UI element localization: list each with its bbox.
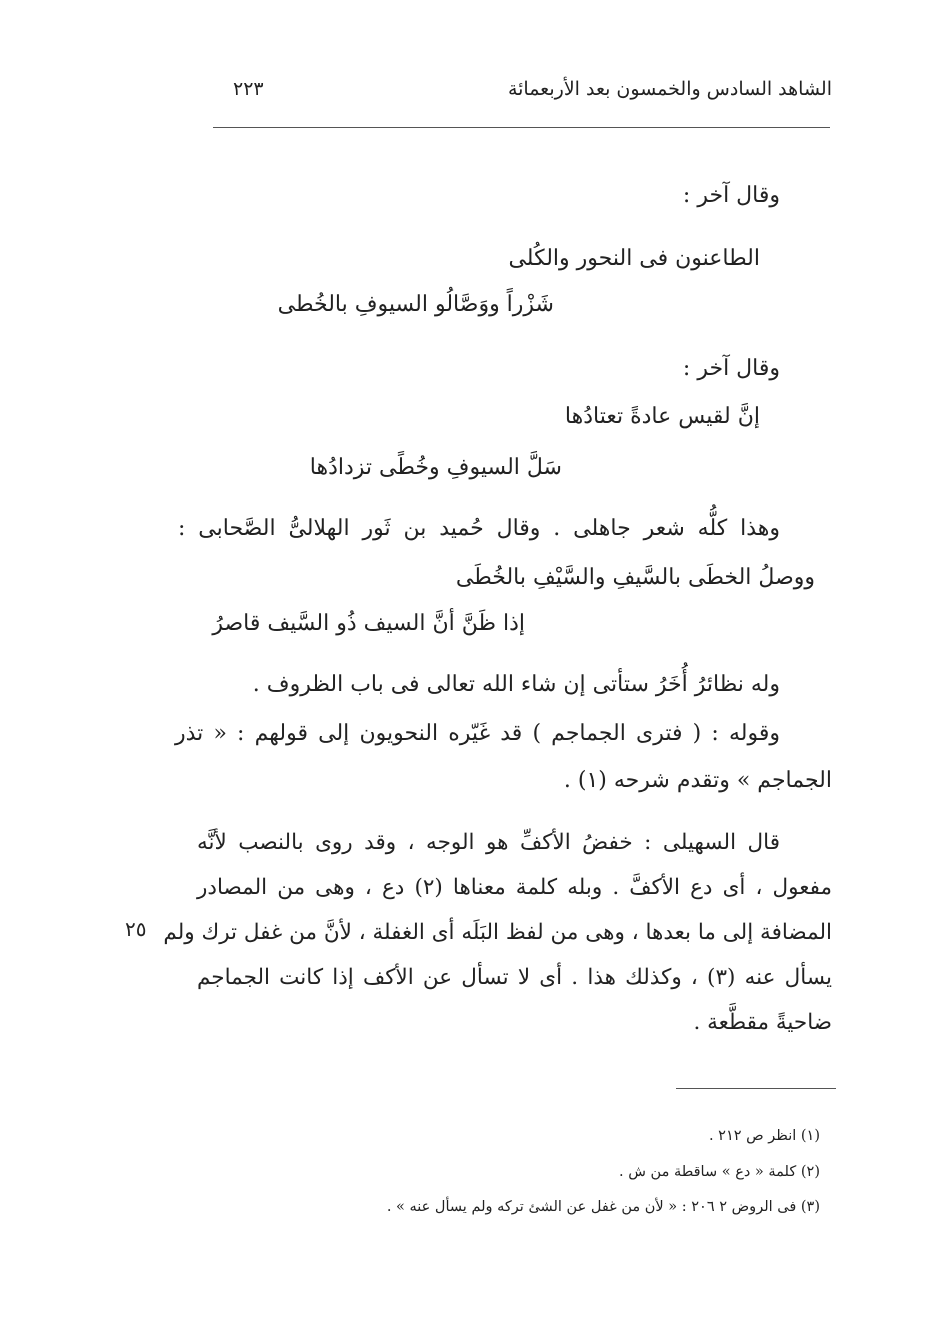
paragraph-2: وله نظائرُ أُخَرُ ستأتى إن شاء الله تعالى فى باب الظروف . [252, 672, 780, 697]
verse-3-first-hemistich: ووصلُ الخطَى بالسَّيفِ والسَّيْفِ بالخُطَى [455, 565, 815, 590]
paragraph-4 [163, 820, 832, 1045]
verse-2-first-hemistich: إنَّ لقيس عادةً تعتادُها [564, 404, 760, 429]
page-number: ٢٢٣ [233, 78, 264, 100]
verse-2-second-hemistich: سَلَّ السيوفِ وخُطًى تزدادُها [309, 455, 562, 480]
verse-1-second-hemistich: شَزْراً ووَصَّالُو السيوفِ بالخُطى [277, 292, 554, 317]
footnote-1: (١) انظر ص ٢١٢ . [708, 1128, 820, 1144]
paragraph-4-line-1: قال السهيلى : خفضُ الأكفِّ هو الوجه ، وقد روى بالنصب لأنَّه [197, 830, 780, 855]
header-rule [213, 127, 830, 128]
paragraph-3-line-1: وقوله : ( فترى الجماجم ) قد غَيّره النحويون إلى قولهم : « تذر [175, 721, 780, 746]
footnote-2: (٢) كلمة « دع » ساقطة من ش . [619, 1164, 820, 1180]
paragraph-4-line-4: يسأل عنه (٣) ، وكذلك هذا . أى لا تسأل عن الأكف إذا كانت الجماجم [197, 965, 832, 990]
running-title: الشاهد السادس والخمسون بعد الأربعمائة [507, 78, 832, 100]
footnote-3: (٣) فى الروض ٢ ٢٠٦ : « لأن من غفل عن الشئ تركه ولم يسأل عنه » . [386, 1199, 820, 1215]
margin-line-number: ٢٥ [125, 917, 147, 941]
intro-line-1: وقال آخر : [682, 183, 780, 208]
paragraph-3-line-2: الجماجم » وتقدم شرحه (١) . [563, 768, 832, 793]
verse-1-first-hemistich: الطاعنون فى النحور والكُلى [508, 246, 760, 271]
paragraph-1: وهذا كلُّه شعر جاهلى . وقال حُميد بن ثَور الهلالىُّ الصَّحابى : [178, 516, 780, 541]
verse-3-second-hemistich: إذا ظَنَّ أنَّ السيف ذُو السَّيف قاصرُ [212, 611, 525, 636]
paragraph-4-line-5: ضاحيةً مقطَّعة . [693, 1010, 832, 1035]
footnote-rule [676, 1088, 836, 1089]
paragraph-4-line-2: مفعول ، أى دع الأكفَّ . وبله كلمة معناها (٢) دع ، وهى من المصادر [197, 875, 832, 900]
intro-line-2: وقال آخر : [682, 356, 780, 381]
paragraph-4-line-3: المضافة إلى ما بعدها ، وهى من لفظ البَلَه أى الغفلة ، لأنَّ من غفل ترك ولم [163, 920, 832, 945]
